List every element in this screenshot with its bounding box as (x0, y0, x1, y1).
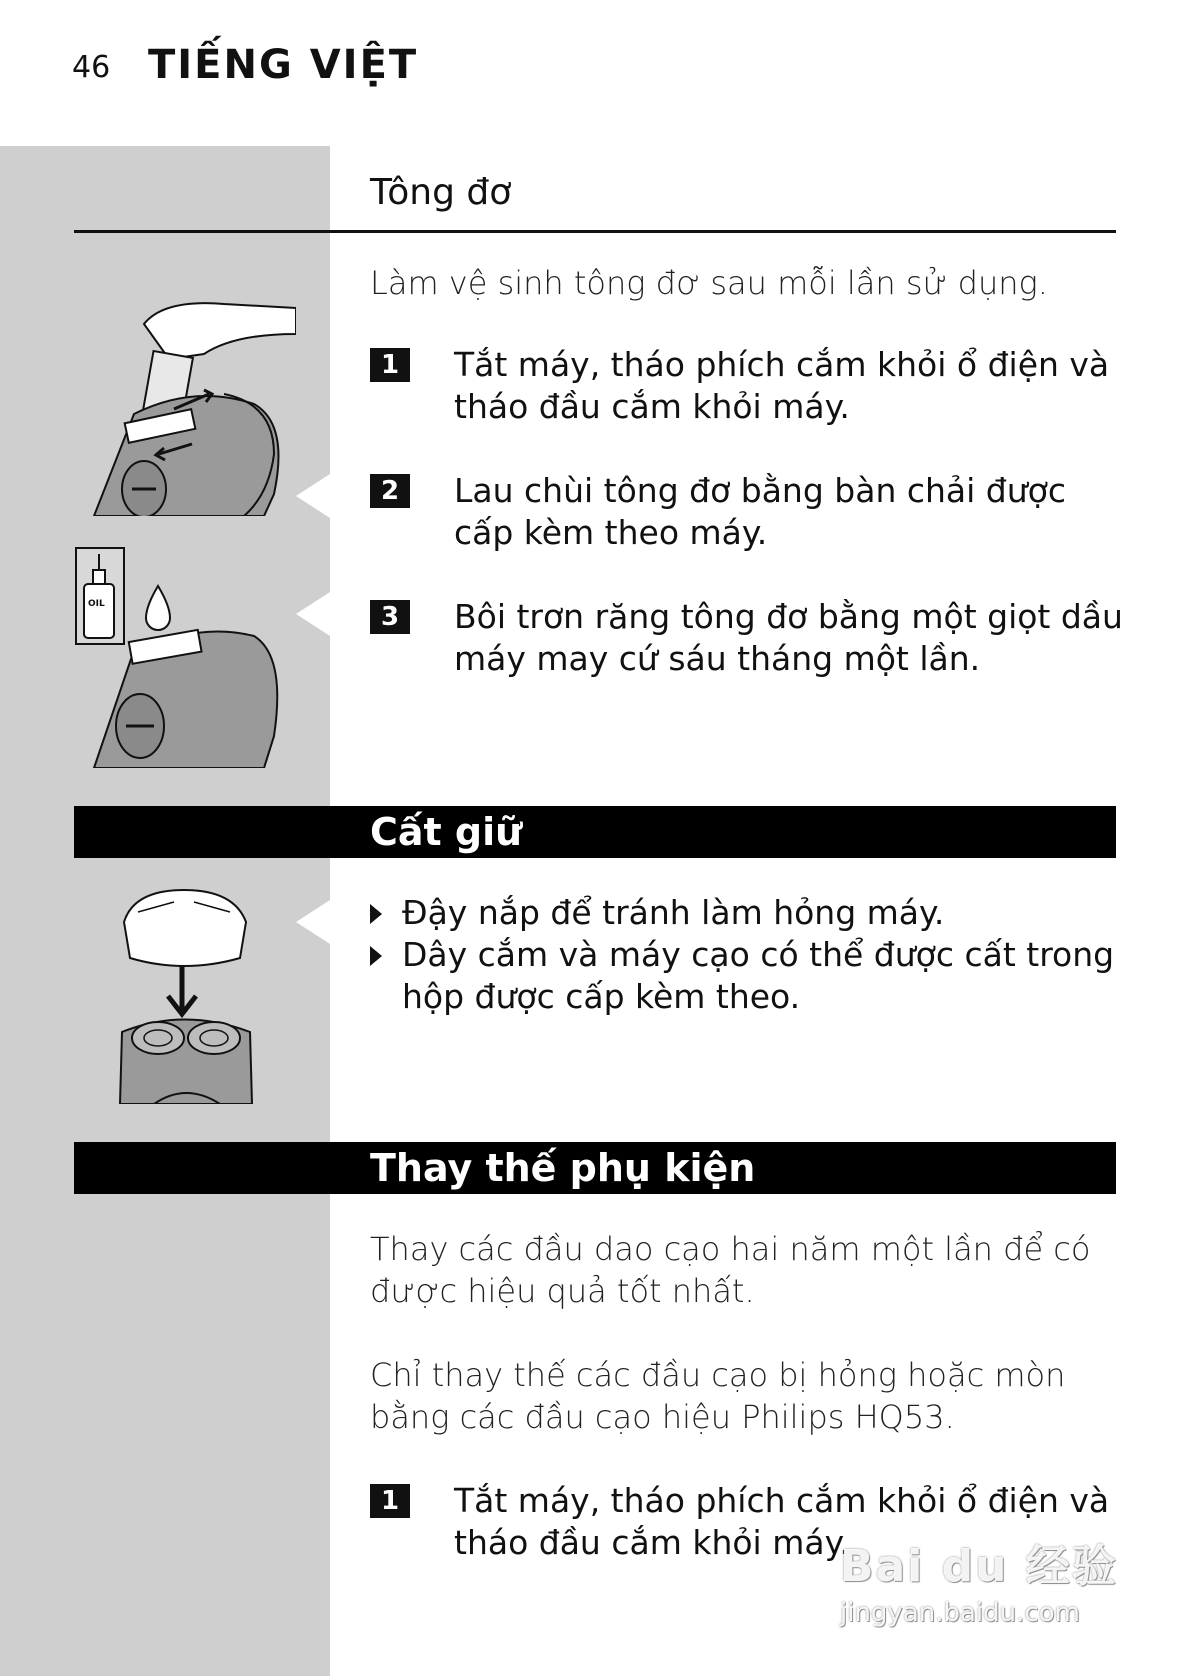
page-number: 46 (72, 50, 111, 85)
watermark-url: jingyan.baidu.com (840, 1598, 1080, 1628)
section-divider (74, 230, 1116, 233)
trimmer-brush-illustration (74, 294, 296, 516)
bullet-icon (370, 946, 382, 966)
step-text: Lau chùi tông đơ bằng bàn chải được cấp kèm theo máy. (454, 471, 1066, 552)
step-number: 1 (370, 348, 410, 382)
trimmer-section-title: Tông đơ (370, 172, 512, 213)
bullet-text: Đậy nắp để tránh làm hỏng máy. (402, 893, 945, 932)
step-number: 1 (370, 1484, 410, 1518)
trimmer-oil-illustration (74, 546, 296, 768)
watermark-logo: Bai du 经验 (840, 1541, 1118, 1592)
oil-bottle-label: OIL (88, 599, 105, 609)
storage-title: Cất giữ (370, 810, 523, 854)
step-text: Tắt máy, tháo phích cắm khỏi ổ điện và tháo đầu cắm khỏi máy. (454, 1481, 1110, 1562)
trimmer-intro: Làm vệ sinh tông đơ sau mỗi lần sử dụng. (370, 264, 1048, 302)
storage-heading-bar (74, 806, 1116, 858)
illustration-pointer (296, 592, 330, 636)
storage-cap-illustration (74, 882, 296, 1104)
language-title: TIẾNG VIỆT (148, 42, 419, 88)
bullet-icon (370, 904, 382, 924)
replacement-title: Thay thế phụ kiện (370, 1146, 756, 1190)
baidu-watermark (840, 1530, 1118, 1628)
bullet-text: Dây cắm và máy cạo có thể được cất trong hộp được cấp kèm theo. (402, 935, 1115, 1016)
illustration-pointer (296, 900, 330, 944)
replacement-intro-2: Chỉ thay thế các đầu cạo bị hỏng hoặc mòn bằng các đầu cạo hiệu Philips HQ53. (370, 1356, 1066, 1436)
step-text: Bôi trơn răng tông đơ bằng một giọt dầu máy may cứ sáu tháng một lần. (454, 597, 1123, 678)
replacement-intro-1: Thay các đầu dao cạo hai năm một lần để có được hiệu quả tốt nhất. (370, 1230, 1091, 1310)
replacement-heading-bar (74, 1142, 1116, 1194)
step-text: Tắt máy, tháo phích cắm khỏi ổ điện và tháo đầu cắm khỏi máy. (454, 345, 1110, 426)
step-number: 3 (370, 600, 410, 634)
step-number: 2 (370, 474, 410, 508)
illustration-pointer (296, 474, 330, 518)
